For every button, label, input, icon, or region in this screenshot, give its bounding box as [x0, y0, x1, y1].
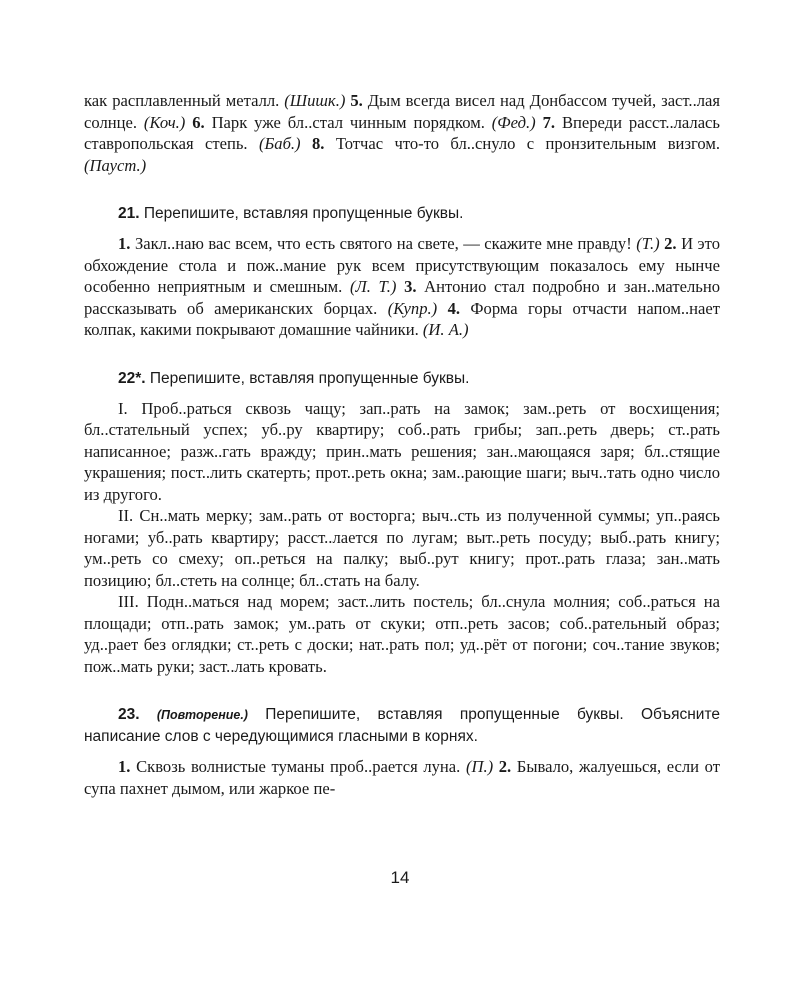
- source-reference: (Купр.): [387, 298, 438, 318]
- exercise-22-heading: [84, 368, 720, 389]
- exercise-23-text: [84, 756, 720, 799]
- source-reference: (П.): [465, 757, 494, 776]
- sentence-text: Закл..наю вас всем, что есть святого на свете, — скажите мне правду!: [130, 234, 637, 253]
- sentence-number: 3.: [396, 277, 417, 296]
- sentence-number: 2.: [493, 757, 512, 776]
- sentence-text: Бывало, жалуешься, если от супа пахнет дымом, или жаркое пе-: [84, 757, 720, 798]
- exercise-22-part-1: I. Проб..раться сквозь чащу; зап..рать на замок; зам..реть от восхищения; бл..стательный успех; уб..ру квартиру; соб..рать грибы; зап..реть дверь; ст..рать написанное; разж..гать вражду; прин..мать решения; зан..мающаяся заря; бл..стящие украшения; пост..лить скатерть; прот..реть окна; зам..рающие шаги; выч..тать одно число из другого.: [84, 398, 720, 504]
- source-reference: (Шишк.): [284, 91, 346, 110]
- sentence-number: 4.: [437, 298, 461, 318]
- sentence-number: 6.: [185, 112, 205, 132]
- source-reference: (Коч.): [143, 112, 186, 132]
- sentence-text: Форма горы отчасти напом..нает колпак, какими покрывают домашние чайники.: [84, 298, 720, 339]
- sentence-text: Антонио стал подробно и зан..мательно рассказывать об американских борцах.: [84, 277, 720, 318]
- source-reference: (Пауст.): [84, 155, 147, 175]
- sentence-text: Впереди расст..лалась ставропольская степь.: [84, 112, 720, 153]
- sentence-number: 1.: [118, 757, 131, 776]
- sentence-text: Парк уже бл..стал чинным порядком.: [204, 112, 492, 132]
- exercise-21-heading: [84, 203, 720, 224]
- exercise-23-heading: [84, 704, 720, 747]
- exercise-21-text: [84, 233, 720, 341]
- sentence-number: 5.: [345, 91, 363, 110]
- page-number: 14: [390, 868, 410, 887]
- source-reference: (И. А.): [422, 320, 469, 339]
- exercise-instruction: Перепишите, вставляя пропущенные буквы. Объясните написание слов с чередующимися гласными в корнях.: [84, 706, 721, 745]
- exercise-tag: (Повторение.): [156, 708, 248, 722]
- exercise-number: 23.: [118, 706, 140, 723]
- sentence-text: И это обхождение стола и пож..мание рук всем присутствующим показалось ему нынче особенно неприятным и смешным.: [84, 234, 720, 296]
- sentence-number: 2.: [659, 234, 677, 253]
- sentence-number: 1.: [118, 234, 131, 253]
- sentence-text: как расплавленный металл.: [84, 91, 285, 110]
- exercise-22-part-2: II. Сн..мать мерку; зам..рать от восторга; выч..сть из полученной суммы; уп..раясь ногами; уб..рать квартиру; расст..лается по лугам; выт..реть посуду; выб..рать книгу; ум..реть со смеху; оп..реться на палку; выб..рут книгу; прот..рать глаза; зан..мать позицию; бл..стеть на солнце; бл..стать на балу.: [84, 506, 720, 590]
- exercise-number: 21.: [118, 205, 140, 222]
- exercise-instruction: Перепишите, вставляя пропущенные буквы.: [145, 369, 470, 387]
- sentence-number: 8.: [300, 134, 325, 153]
- source-reference: (Баб.): [258, 134, 301, 153]
- page-content: [84, 90, 720, 799]
- sentence-number: 7.: [535, 112, 556, 132]
- source-reference: (Т.): [636, 234, 660, 253]
- source-reference: (Фед.): [491, 112, 536, 132]
- exercise-instruction: Перепишите, вставляя пропущенные буквы.: [139, 205, 464, 222]
- continued-paragraph: [84, 90, 720, 176]
- sentence-text: Сквозь волнистые туманы проб..рается луна.: [130, 757, 466, 776]
- source-reference: (Л. Т.): [349, 277, 397, 296]
- exercise-number: 22*.: [118, 369, 146, 387]
- sentence-text: Тотчас что-то бл..снуло с пронзительным визгом.: [324, 134, 721, 153]
- exercise-22-part-3: III. Подн..маться над морем; заст..лить постель; бл..снула молния; соб..раться на площади; отп..рать замок; ум..рать от скуки; отп..реть засов; соб..рательный образ; уд..рает без оглядки; ст..реть с доски; нат..рать пол; уд..рёт от погони; соч..тание звуков; пож..мать руки; заст..лать кровать.: [84, 592, 720, 676]
- sentence-text: Дым всегда висел над Донбассом тучей, заст..лая солнце.: [84, 91, 720, 132]
